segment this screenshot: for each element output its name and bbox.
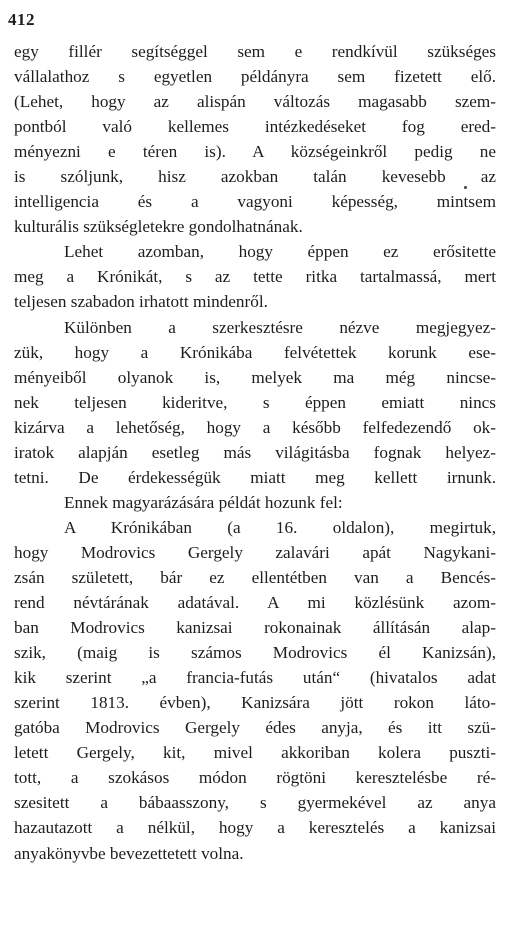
text-line: nek teljesen kideritve, s éppen emiatt nincs bbox=[14, 392, 496, 412]
text-line: letett Gergely, kit, mivel akkoriban kolera puszti- bbox=[14, 743, 496, 763]
page-number: 412 bbox=[8, 10, 35, 29]
text-line: intelligencia és a vagyoni képesség, mintsem bbox=[14, 192, 496, 212]
text-line: ban Modrovics kanizsai rokonainak állításán alap- bbox=[14, 618, 496, 638]
text-line: (Lehet, hogy az alispán változás magasabb szem- bbox=[14, 92, 496, 112]
text-line: kik szerint „a francia-futás után“ (hivatalos adat bbox=[14, 668, 496, 688]
text-line: anyakönyvbe bevezettetett volna. bbox=[14, 843, 244, 863]
text-line: gatóba Modrovics Gergely édes anyja, és itt szü- bbox=[14, 718, 496, 738]
text-line: Ennek magyarázására példát hozunk fel: bbox=[64, 492, 343, 512]
text-body bbox=[14, 39, 496, 866]
text-line: pontból való kellemes intézkedéseket fog ered- bbox=[14, 117, 496, 137]
text-line: tott, a szokásos módon rögtöni keresztelésbe ré- bbox=[14, 768, 496, 788]
text-line: szesitett a bábaasszony, s gyermekével az anya bbox=[14, 793, 496, 813]
text-line: tetni. De érdekességük miatt meg kellett irnunk. bbox=[14, 467, 496, 487]
text-line: Különben a szerkesztésre nézve megjegyez- bbox=[64, 317, 496, 337]
text-line: rend névtárának adatával. A mi közlésünk azom- bbox=[14, 593, 496, 613]
text-line: szik, (maig is számos Modrovics él Kanizsán), bbox=[14, 643, 496, 663]
text-line: zsán született, bár ez ellentétben van a Bencés- bbox=[14, 567, 496, 587]
text-line: egy fillér segítséggel sem e rendkívül szükséges bbox=[14, 42, 496, 61]
text-line: zük, hogy a Krónikába felvétettek korunk ese- bbox=[14, 342, 496, 362]
text-line: kulturális szükségletekre gondolhatnának. bbox=[14, 217, 303, 237]
text-line: hogy Modrovics Gergely zalavári apát Nagykani- bbox=[14, 542, 496, 562]
text-line: teljesen szabadon irhatott mindenről. bbox=[14, 292, 268, 312]
text-line: kizárva a lehetőség, hogy a később felfedezendő ok- bbox=[14, 417, 496, 437]
text-line: ményeiből olyanok is, melyek ma még nincse- bbox=[14, 367, 496, 387]
text-line: A Krónikában (a 16. oldalon), megirtuk, bbox=[64, 517, 496, 537]
text-line: Lehet azomban, hogy éppen ez erősitette bbox=[64, 242, 496, 262]
text-line: ményezni e téren is). A községeinkről pedig ne bbox=[14, 142, 496, 162]
text-line: iratok alapján esetleg más világitásba fognak helyez- bbox=[14, 442, 496, 462]
text-line: vállalathoz s egyetlen példányra sem fizetett elő. bbox=[14, 67, 496, 87]
text-line: is szóljunk, hisz azokban talán kevesebb az bbox=[14, 167, 496, 187]
text-line: szerint 1813. évben), Kanizsára jött rokon láto- bbox=[14, 693, 496, 713]
text-line: hazautazott a nélkül, hogy a keresztelés a kanizsai bbox=[14, 818, 496, 838]
text-line: meg a Krónikát, s az tette ritka tartalmassá, mert bbox=[14, 267, 496, 287]
